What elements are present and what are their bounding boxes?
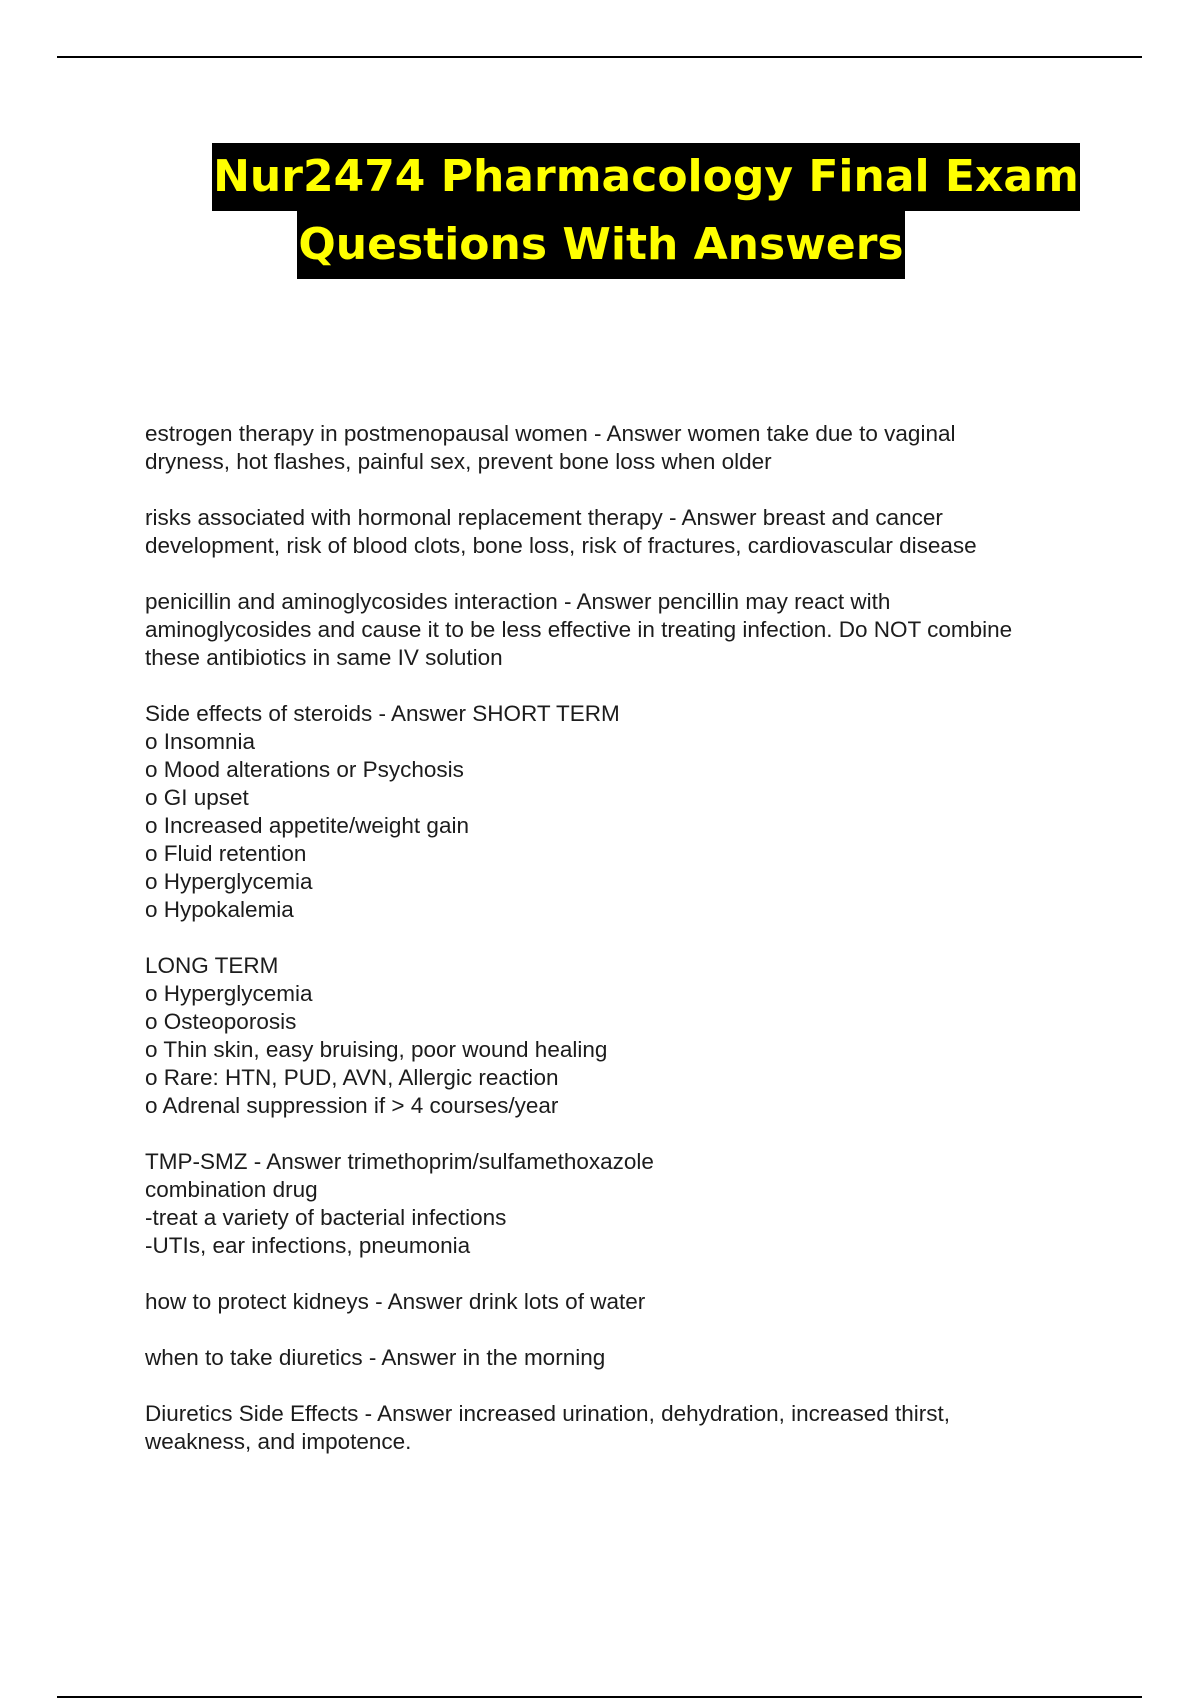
qa-question-line: risks associated with hormonal replacement therapy - Answer breast and cancer (145, 505, 943, 530)
qa-answer-line: o Fluid retention (145, 841, 307, 866)
qa-question-line: how to protect kidneys - Answer drink lots of water (145, 1289, 646, 1314)
qa-answer-line: o Insomnia (145, 729, 256, 754)
qa-answer-line: o GI upset (145, 785, 249, 810)
qa-answer-line: these antibiotics in same IV solution (145, 645, 503, 670)
qa-answer-line: o Hypokalemia (145, 897, 294, 922)
qa-entry (145, 1148, 1105, 1260)
qa-question-line: Side effects of steroids - Answer SHORT TERM (145, 701, 620, 726)
qa-entry (145, 504, 1105, 560)
qa-answer-line: o Thin skin, easy bruising, poor wound healing (145, 1037, 608, 1062)
qa-content (145, 420, 1105, 1484)
qa-entry (145, 700, 1105, 924)
top-rule (57, 56, 1142, 58)
qa-answer-line: development, risk of blood clots, bone loss, risk of fractures, cardiovascular disease (145, 533, 977, 558)
title-line-1: Nur2474 Pharmacology Final Exam (212, 143, 1080, 211)
qa-entry (145, 420, 1105, 476)
qa-entry (145, 952, 1105, 1120)
qa-question-line: TMP-SMZ - Answer trimethoprim/sulfamethoxazole (145, 1149, 654, 1174)
qa-answer-line: combination drug (145, 1177, 318, 1202)
qa-answer-line: o Mood alterations or Psychosis (145, 757, 464, 782)
qa-entry (145, 1400, 1105, 1456)
qa-entry (145, 1344, 1105, 1372)
qa-answer-line: -UTIs, ear infections, pneumonia (145, 1233, 471, 1258)
qa-answer-line: o Osteoporosis (145, 1009, 297, 1034)
qa-answer-line: dryness, hot flashes, painful sex, prevent bone loss when older (145, 449, 772, 474)
bottom-rule (57, 1696, 1142, 1698)
title-line-2: Questions With Answers (297, 211, 904, 279)
qa-answer-line: o Hyperglycemia (145, 869, 313, 894)
qa-answer-line: o Adrenal suppression if > 4 courses/year (145, 1093, 559, 1118)
qa-question-line: when to take diuretics - Answer in the morning (145, 1345, 606, 1370)
qa-question-line: LONG TERM (145, 953, 279, 978)
qa-entry (145, 1288, 1105, 1316)
qa-question-line: Diuretics Side Effects - Answer increased urination, dehydration, increased thirst, (145, 1401, 950, 1426)
qa-answer-line: weakness, and impotence. (145, 1429, 412, 1454)
qa-answer-line: aminoglycosides and cause it to be less effective in treating infection. Do NOT combine (145, 617, 1013, 642)
qa-question-line: penicillin and aminoglycosides interaction - Answer pencillin may react with (145, 589, 891, 614)
qa-entry (145, 588, 1105, 672)
document-title (0, 143, 1200, 279)
qa-answer-line: o Rare: HTN, PUD, AVN, Allergic reaction (145, 1065, 559, 1090)
qa-question-line: estrogen therapy in postmenopausal women - Answer women take due to vaginal (145, 421, 956, 446)
qa-answer-line: o Increased appetite/weight gain (145, 813, 469, 838)
qa-answer-line: o Hyperglycemia (145, 981, 313, 1006)
qa-answer-line: -treat a variety of bacterial infections (145, 1205, 507, 1230)
